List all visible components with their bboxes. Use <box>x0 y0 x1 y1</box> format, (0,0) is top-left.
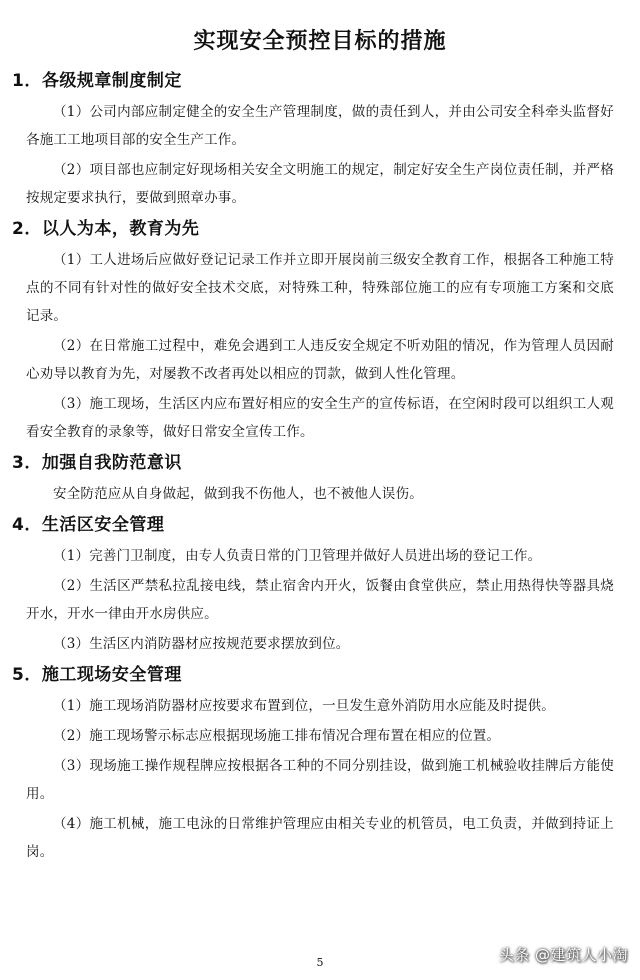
paragraph: 安全防范应从自身做起，做到我不伤他人，也不被他人误伤。 <box>53 486 423 502</box>
section-living-area <box>12 512 614 658</box>
section-regulations <box>12 68 614 212</box>
watermark: 头条 @建筑人小淘 <box>498 946 628 964</box>
paragraph: （3）施工现场，生活区内应布置好相应的安全生产的宣传标语，在空闲时段可以组织工人观看安全教育的录象等，做好日常安全宣传工作。 <box>26 396 614 440</box>
paragraph: （1）工人进场后应做好登记记录工作并立即开展岗前三级安全教育工作，根据各工种施工特点的不同有针对性的做好安全技术交底，对特殊工种，特殊部位施工的应有专项施工方案和交底记录。 <box>26 252 614 324</box>
section-education <box>12 216 614 446</box>
paragraph: （1）完善门卫制度，由专人负责日常的门卫管理并做好人员进出场的登记工作。 <box>53 548 542 564</box>
document-title: 实现安全预控目标的措施 <box>193 29 447 54</box>
paragraph: （1）公司内部应制定健全的安全生产管理制度，做的责任到人，并由公司安全科牵头监督好各施工工地项目部的安全生产工作。 <box>26 104 614 148</box>
section-heading: 3．加强自我防范意识 <box>12 453 182 473</box>
paragraph: （2）项目部也应制定好现场相关安全文明施工的规定，制定好安全生产岗位责任制，并严格按规定要求执行，要做到照章办事。 <box>26 162 614 206</box>
paragraph: （3）生活区内消防器材应按规范要求摆放到位。 <box>53 636 350 652</box>
paragraph: （2）在日常施工过程中，难免会遇到工人违反安全规定不听劝阻的情况，作为管理人员因耐心劝导以教育为先，对屡教不改者再处以相应的罚款，做到人性化管理。 <box>26 338 614 382</box>
section-self-protection <box>12 450 614 508</box>
page-number: 5 <box>316 956 324 969</box>
section-heading: 1．各级规章制度制定 <box>12 71 182 91</box>
section-heading: 5．施工现场安全管理 <box>12 665 182 685</box>
paragraph: （4）施工机械，施工电泳的日常维护管理应由相关专业的机管员，电工负责，并做到持证上岗。 <box>26 816 614 860</box>
paragraph: （2）生活区严禁私拉乱接电线，禁止宿舍内开火，饭餐由食堂供应，禁止用热得快等器具烧开水，开水一律由开水房供应。 <box>26 578 614 622</box>
paragraph: （1）施工现场消防器材应按要求布置到位，一旦发生意外消防用水应能及时提供。 <box>53 698 555 714</box>
paragraph: （2）施工现场警示标志应根据现场施工排布情况合理布置在相应的位置。 <box>53 728 501 744</box>
section-heading: 2．以人为本，教育为先 <box>12 219 200 239</box>
section-site-safety <box>12 662 614 866</box>
section-heading: 4．生活区安全管理 <box>12 515 165 535</box>
paragraph: （3）现场施工操作规程牌应按根据各工种的不同分别挂设，做到施工机械验收挂牌后方能使用。 <box>26 758 614 802</box>
